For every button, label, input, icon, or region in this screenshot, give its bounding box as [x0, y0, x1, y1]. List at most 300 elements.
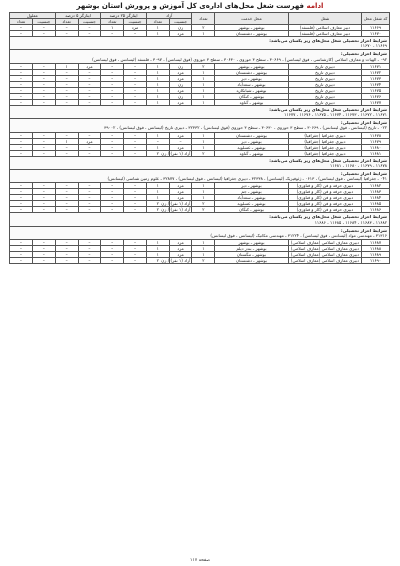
cell-a-g: – — [124, 81, 147, 87]
cell-code: ۱۱۶۹۰ — [362, 258, 390, 264]
cell-d-g: – — [32, 81, 55, 87]
cell-b-n: – — [55, 93, 78, 99]
cell-place: بوشهر ـ گناوه — [215, 150, 288, 156]
condition-row — [10, 170, 390, 183]
cell-code: ۱۱۶۶۹ — [362, 25, 390, 31]
cell-count: ۱ — [192, 69, 215, 75]
cell-job: دبیری تاریخ — [288, 75, 361, 81]
condition-cell — [10, 105, 390, 118]
subheader-gender: جنسیت — [124, 19, 147, 25]
condition-codes: ۱۱۶۷۱ ، ۱۱۶۷۲ ، ۱۱۶۷۳ ، ۱۱۶۷۴ ، ۱۱۶۷۵ ، ۱۱۶۷۶ ، ۱۱۶۷۷ — [284, 112, 387, 118]
header-q25: ایثارگر ۲۵ درصد — [101, 13, 147, 19]
cell-d-g: – — [32, 31, 55, 37]
cell-code: ۱۱۶۸۹ — [362, 252, 390, 258]
cell-a-g: – — [124, 69, 147, 75]
cell-a-g: – — [124, 201, 147, 207]
cell-b-n: – — [55, 189, 78, 195]
cell-b-g: – — [78, 25, 101, 31]
cell-f-g: آزاد (۱ نفر) / زن — [161, 258, 191, 264]
cell-a-g: – — [124, 144, 147, 150]
cell-b-n: – — [55, 25, 78, 31]
cell-job: دبیری تاریخ — [288, 87, 361, 93]
cell-code: ۱۱۶۸۵ — [362, 201, 390, 207]
condition-lead: شرایط احراز تحصیلی: — [340, 120, 387, 126]
subheader-gender: جنسیت — [78, 19, 101, 25]
cell-b-n: – — [55, 31, 78, 37]
cell-f-g: آزاد (۱ نفر) / زن — [161, 207, 191, 213]
cell-place: بوشهر ـ تنگستان — [215, 252, 288, 258]
subheader-num: تعداد — [10, 19, 33, 25]
cell-f-g: مرد — [169, 240, 192, 246]
cell-f-n: ۱ — [146, 69, 169, 75]
cell-b-g: – — [78, 132, 101, 138]
cell-place: بوشهر ـ بوشهر — [215, 63, 288, 69]
cell-b-g: – — [78, 99, 101, 105]
cell-code: ۱۱۶۷۸ — [362, 132, 390, 138]
cell-job: دبیری معارف اسلامی (معارف اسلامی) — [288, 252, 361, 258]
condition-lead: شرایط احراز تحصیلی شغل محل‌های زیر یکسان می‌باشد: — [269, 214, 387, 220]
cell-d-n: – — [10, 63, 33, 69]
cell-d-g: – — [32, 75, 55, 81]
cell-code: ۱۱۶۸۸ — [362, 246, 390, 252]
header-place: محل خدمت — [215, 13, 288, 25]
cell-b-n: – — [55, 87, 78, 93]
cell-b-g: مرد — [78, 63, 101, 69]
cell-count: ۱ — [192, 93, 215, 99]
cell-b-g: – — [78, 81, 101, 87]
condition-lead: شرایط احراز تحصیلی شغل محل‌های زیر یکسان می‌باشد: — [269, 38, 387, 43]
cell-d-g: – — [32, 258, 55, 264]
cell-d-g: – — [32, 240, 55, 246]
cell-b-n: – — [55, 258, 78, 264]
condition-cell — [10, 226, 390, 239]
cell-d-n: – — [10, 150, 33, 156]
cell-place: بوشهر ـ بندر دیلم — [215, 246, 288, 252]
cell-f-g: مرد — [169, 87, 192, 93]
cell-place: بوشهر ـ عسلویه — [215, 201, 288, 207]
cell-d-n: – — [10, 207, 33, 213]
cell-f-g: زن — [169, 63, 192, 69]
cell-code: ۱۱۶۷۶ — [362, 93, 390, 99]
cell-count: ۱ — [192, 246, 215, 252]
cell-a-g: – — [124, 31, 147, 37]
cell-d-n: – — [10, 246, 33, 252]
cell-f-g: آزاد (۱ نفر) / زن — [161, 201, 191, 207]
condition-row — [10, 213, 390, 226]
cell-b-n: – — [55, 207, 78, 213]
cell-d-n: – — [10, 69, 33, 75]
cell-place: بوشهر ـ کنگان — [215, 93, 288, 99]
cell-b-g: مرد — [78, 138, 101, 144]
cell-a-g: – — [124, 150, 147, 156]
cell-b-n: – — [55, 132, 78, 138]
header-free: آزاد — [146, 13, 192, 19]
cell-d-n: – — [10, 99, 33, 105]
cell-d-g: – — [32, 201, 55, 207]
cell-f-n: ۱ — [146, 75, 169, 81]
cell-f-n: ۱ — [146, 93, 169, 99]
cell-code: ۱۱۶۸۴ — [362, 195, 390, 201]
cell-a-g: – — [124, 258, 147, 264]
cell-f-g: زن — [169, 81, 192, 87]
cell-job: دبیری معارف اسلامی (معارف اسلامی) — [288, 258, 361, 264]
cell-f-n: ۱ — [146, 31, 169, 37]
cell-f-g: مرد — [169, 195, 192, 201]
cell-a-g: مرد — [124, 25, 147, 31]
cell-d-g: – — [32, 138, 55, 144]
cell-b-g: – — [78, 144, 101, 150]
table-body — [10, 25, 390, 264]
cell-count: ۱ — [192, 81, 215, 87]
cell-a-g: – — [124, 240, 147, 246]
cell-d-n: – — [10, 258, 33, 264]
cell-f-n: ۱ — [146, 25, 169, 31]
cell-code: ۱۱۶۸۰ — [362, 144, 390, 150]
cell-place: بوشهر ـ گناوه — [215, 99, 288, 105]
header-q5: ایثارگر ۵ درصد — [55, 13, 101, 19]
cell-f-g: مرد — [169, 189, 192, 195]
condition-row — [10, 50, 390, 63]
cell-f-g: زن — [169, 25, 192, 31]
cell-count: ۱ — [192, 75, 215, 81]
condition-cell — [10, 119, 390, 132]
cell-f-g: مرد — [169, 252, 192, 258]
cell-place: بوشهر ـ جم — [215, 189, 288, 195]
cell-b-n: – — [55, 81, 78, 87]
cell-b-g: – — [78, 31, 101, 37]
cell-f-n: – — [146, 138, 169, 144]
cell-job: دبیری جغرافیا (جغرافیا) — [288, 144, 361, 150]
cell-a-n: – — [101, 240, 124, 246]
condition-cell — [10, 37, 390, 50]
title-main: فهرست شغل محل‌های اداره‌ی کل آموزش و پرورش استان بوشهر — [76, 2, 305, 10]
cell-place: بوشهر ـ دیر — [215, 138, 288, 144]
cell-d-n: – — [10, 87, 33, 93]
cell-job: دبیری معارف اسلامی (معارف اسلامی) — [288, 246, 361, 252]
cell-b-n: ۱ — [55, 138, 78, 144]
cell-a-g: – — [124, 132, 147, 138]
cell-code: ۱۱۶۸۲ — [362, 183, 390, 189]
cell-a-g: – — [124, 87, 147, 93]
condition-lead: شرایط احراز تحصیلی: — [340, 227, 387, 233]
condition-row — [10, 226, 390, 239]
cell-job: دبیری معارف اسلامی (معارف اسلامی) — [288, 240, 361, 246]
cell-code: ۱۱۶۸۱ — [362, 150, 390, 156]
cell-code: ۱۱۶۷۲ — [362, 69, 390, 75]
condition-lead: شرایط احراز تحصیلی شغل محل‌های زیر یکسان می‌باشد: — [269, 106, 387, 112]
cell-a-n: – — [101, 63, 124, 69]
cell-f-n: ۲ — [146, 201, 169, 207]
cell-d-g: – — [32, 93, 55, 99]
condition-codes: ۱۱۶۷۸ ، ۱۱۶۷۹ ، ۱۱۶۸۰ ، ۱۱۶۸۱ — [329, 162, 387, 168]
cell-count: ۱ — [192, 138, 215, 144]
cell-a-n: – — [101, 138, 124, 144]
cell-a-n: – — [101, 75, 124, 81]
cell-b-n: – — [55, 240, 78, 246]
cell-a-g: – — [124, 207, 147, 213]
cell-b-n: – — [55, 246, 78, 252]
cell-f-n: ۱ — [146, 183, 169, 189]
cell-count: ۲ — [192, 25, 215, 31]
cell-f-n: ۱ — [146, 195, 169, 201]
cell-a-n: – — [101, 207, 124, 213]
condition-row — [10, 105, 390, 118]
cell-a-n: – — [101, 99, 124, 105]
cell-f-n: ۱ — [146, 189, 169, 195]
cell-a-n: – — [101, 93, 124, 99]
cell-d-g: – — [32, 195, 55, 201]
cell-place: بوشهر ـ دشتستان — [215, 69, 288, 75]
cell-f-n: ۱ — [146, 132, 169, 138]
condition-row — [10, 37, 390, 50]
cell-a-g: – — [124, 93, 147, 99]
cell-b-g: – — [78, 201, 101, 207]
cell-place: بوشهر ـ سعدآباد — [215, 81, 288, 87]
cell-code: ۱۱۶۸۶ — [362, 207, 390, 213]
subheader-gender: جنسیت — [32, 19, 55, 25]
cell-d-n: – — [10, 25, 33, 31]
cell-f-n: ۲ — [146, 207, 169, 213]
cell-f-g: مرد — [169, 31, 192, 37]
condition-lead: شرایط احراز تحصیلی: — [340, 171, 387, 177]
cell-a-n: ۱ — [101, 25, 124, 31]
cell-d-g: – — [32, 63, 55, 69]
cell-code: ۱۱۶۷۵ — [362, 87, 390, 93]
cell-f-g: مرد — [169, 246, 192, 252]
cell-f-n: ۲ — [146, 150, 169, 156]
cell-a-g: – — [124, 189, 147, 195]
condition-codes: ۱۱۶۸۲ ، ۱۱۶۸۳ ، ۱۱۶۸۴ ، ۱۱۶۸۵ ، ۱۱۶۸۶ — [314, 219, 387, 225]
cell-d-n: – — [10, 183, 33, 189]
cell-f-n: ۲ — [146, 258, 169, 264]
cell-a-n: – — [101, 252, 124, 258]
cell-job: دبیری جغرافیا (جغرافیا) — [288, 150, 361, 156]
cell-a-n: – — [101, 87, 124, 93]
cell-count: ۱ — [192, 144, 215, 150]
cell-place: بوشهر ـ دیر — [215, 183, 288, 189]
cell-job: دبیری جغرافیا (جغرافیا) — [288, 132, 361, 138]
cell-a-g: – — [124, 246, 147, 252]
condition-cell — [10, 50, 390, 63]
cell-f-n: ۱ — [146, 252, 169, 258]
cell-b-g: – — [78, 240, 101, 246]
cell-d-n: – — [10, 81, 33, 87]
cell-f-n: ۱ — [146, 87, 169, 93]
cell-job: دبیری حرفه و فن (کار و فناوری) — [288, 189, 361, 195]
condition-lead: شرایط احراز تحصیلی شغل محل‌های زیر یکسان می‌باشد: — [269, 157, 387, 163]
cell-a-n: – — [101, 189, 124, 195]
cell-f-g: آزاد (۱ نفر) / زن — [161, 150, 191, 156]
cell-b-g: – — [78, 69, 101, 75]
cell-place: بوشهر ـ بوشهر — [215, 25, 288, 31]
header-code: کد شغل محل — [362, 13, 390, 25]
cell-job: دبیری تاریخ — [288, 81, 361, 87]
cell-f-g: مرد — [169, 69, 192, 75]
cell-code: ۱۱۶۷۴ — [362, 81, 390, 87]
cell-b-n: – — [55, 201, 78, 207]
cell-job: دبیری تاریخ — [288, 69, 361, 75]
condition-row — [10, 156, 390, 169]
cell-b-g: – — [78, 87, 101, 93]
cell-d-g: – — [32, 69, 55, 75]
cell-job: دبیری تاریخ — [288, 63, 361, 69]
cell-d-n: – — [10, 195, 33, 201]
cell-job: دبیری حرفه و فن (کار و فناوری) — [288, 207, 361, 213]
cell-a-n: – — [101, 132, 124, 138]
cell-count: ۱ — [192, 183, 215, 189]
header-job: شغل — [288, 13, 361, 25]
cell-a-n: – — [101, 69, 124, 75]
cell-b-n: – — [55, 69, 78, 75]
cell-a-n: – — [101, 81, 124, 87]
cell-d-n: – — [10, 132, 33, 138]
cell-job: دبیر معارف اسلامی (فلسفه) — [288, 31, 361, 37]
cell-code: ۱۱۶۷۳ — [362, 75, 390, 81]
condition-text: ۰۲۲ ـ تاریخ (لیسانس ، فوق لیسانس) ، ۳۰۶۶۹ ـ سطح ۳ حوزوی ، ۳۰۶۳۰ ـ سطح ۳ حوزوی (فوق لیسانس) ، ۳۲۳۳۲ ـ دبیری تاریخ (لیسانس ، فوق لیسانس) ، ۳۹۰۰۲ — [104, 125, 387, 131]
cell-a-n: – — [101, 31, 124, 37]
table-row — [10, 258, 390, 264]
cell-d-n: – — [10, 75, 33, 81]
cell-b-g: – — [78, 258, 101, 264]
cell-code: ۱۱۶۷۹ — [362, 138, 390, 144]
cell-d-n: – — [10, 189, 33, 195]
cell-place: بوشهر ـ شبانکاره — [215, 87, 288, 93]
cell-d-g: – — [32, 99, 55, 105]
condition-cell — [10, 213, 390, 226]
cell-d-n: – — [10, 93, 33, 99]
cell-code: ۱۱۶۷۱ — [362, 63, 390, 69]
cell-b-g: – — [78, 189, 101, 195]
cell-d-g: – — [32, 132, 55, 138]
cell-f-g: مرد — [169, 183, 192, 189]
cell-d-g: – — [32, 25, 55, 31]
condition-codes: ۱۱۶۶۹ ، ۱۱۶۷۰ — [360, 43, 387, 49]
cell-f-n: ۱ — [146, 144, 169, 150]
cell-place: بوشهر ـ سعدآباد — [215, 195, 288, 201]
cell-a-g: – — [124, 183, 147, 189]
cell-f-n: ۱ — [146, 81, 169, 87]
cell-b-g: – — [78, 207, 101, 213]
cell-d-n: – — [10, 144, 33, 150]
cell-a-g: – — [124, 99, 147, 105]
cell-f-n: ۱ — [146, 240, 169, 246]
cell-place: بوشهر ـ دشتستان — [215, 31, 288, 37]
condition-row — [10, 119, 390, 132]
cell-f-g: زن — [169, 93, 192, 99]
condition-text: ۳۱۳۱۶ ـ مهندسی مواد (لیسانس ، فوق لیسانس) ، ۳۱۲۲۴ ـ مهندسی مکانیک (لیسانس ، فوق لیسانس) — [210, 233, 387, 239]
cell-d-n: – — [10, 31, 33, 37]
cell-count: ۱ — [192, 87, 215, 93]
cell-a-n: – — [101, 150, 124, 156]
cell-code: ۱۱۶۸۷ — [362, 240, 390, 246]
cell-job: دبیری تاریخ — [288, 93, 361, 99]
cell-a-n: – — [101, 246, 124, 252]
page-title — [0, 2, 400, 11]
cell-b-g: – — [78, 195, 101, 201]
cell-b-g: – — [78, 93, 101, 99]
title-accent: ادامه — [306, 2, 324, 10]
cell-f-g: مرد — [169, 75, 192, 81]
condition-text: ۰۴۱ ـ جغرافیا (لیسانس ، فوق لیسانس) ، ۰۶۱۳ ـ ژئوفیزیک (لیسانس) ، ۳۲۳۳۸ ـ دبیری جغرافیا (لیسانس ، فوق لیسانس) ، ۳۲۸۷۷ ـ علوم زمین شناسی (لیسانس) — [107, 176, 387, 182]
condition-text: ۰۹۲ ـ الهیات و معارف اسلامی (کارشناسی ، فوق لیسانس) ، ۳۰۶۶۹ ـ سطح ۳ حوزوی ، ۳۰۶۳۰ ـ سطح ۳ حوزوی (فوق لیسانس) ، ۳۰۹۷ ـ فلسفه (لیسانس ، فوق لیسانس) — [92, 56, 387, 62]
header-count: تعداد — [192, 13, 215, 25]
cell-count: ۱ — [192, 99, 215, 105]
subheader-num: تعداد — [101, 19, 124, 25]
cell-place: بوشهر ـ دیر — [215, 75, 288, 81]
cell-job: دبیری جغرافیا (جغرافیا) — [288, 138, 361, 144]
cell-d-n: – — [10, 138, 33, 144]
cell-count: ۱ — [192, 132, 215, 138]
cell-b-n: ۱ — [55, 63, 78, 69]
cell-job: دبیری حرفه و فن (کار و فناوری) — [288, 195, 361, 201]
cell-b-g: – — [78, 183, 101, 189]
cell-code: ۱۱۶۷۷ — [362, 99, 390, 105]
cell-d-g: – — [32, 150, 55, 156]
cell-a-g: – — [124, 252, 147, 258]
cell-count: ۲ — [192, 63, 215, 69]
cell-count: ۲ — [192, 201, 215, 207]
subheader-num: تعداد — [55, 19, 78, 25]
job-table — [9, 12, 390, 264]
cell-b-n: – — [55, 150, 78, 156]
cell-count: ۱ — [192, 252, 215, 258]
condition-lead: شرایط احراز تحصیلی: — [340, 51, 387, 57]
condition-cell — [10, 170, 390, 183]
cell-d-g: – — [32, 87, 55, 93]
cell-code: ۱۱۶۷۰ — [362, 31, 390, 37]
cell-count: ۲ — [192, 150, 215, 156]
cell-place: بوشهر ـ کنگان — [215, 207, 288, 213]
cell-f-g: مرد — [169, 144, 192, 150]
cell-d-g: – — [32, 252, 55, 258]
cell-a-g: – — [124, 75, 147, 81]
cell-b-g: – — [78, 75, 101, 81]
cell-a-n: – — [101, 201, 124, 207]
cell-count: ۱ — [192, 195, 215, 201]
cell-place: بوشهر ـ دشتستان — [215, 132, 288, 138]
cell-d-g: – — [32, 144, 55, 150]
cell-count: ۱ — [192, 189, 215, 195]
cell-place: بوشهر ـ عسلویه — [215, 144, 288, 150]
cell-a-n: – — [101, 258, 124, 264]
cell-job: دبیری تاریخ — [288, 99, 361, 105]
cell-f-g: – — [169, 138, 192, 144]
cell-place: بوشهر ـ بوشهر — [215, 240, 288, 246]
cell-b-n: – — [55, 183, 78, 189]
cell-a-n: – — [101, 144, 124, 150]
cell-b-n: – — [55, 195, 78, 201]
cell-count: ۱ — [192, 31, 215, 37]
cell-a-g: – — [124, 195, 147, 201]
cell-d-g: – — [32, 183, 55, 189]
cell-job: دبیر معارف اسلامی (فلسفه) — [288, 25, 361, 31]
cell-d-g: – — [32, 207, 55, 213]
cell-f-n: ۱ — [146, 63, 169, 69]
cell-b-g: – — [78, 150, 101, 156]
cell-b-n: – — [55, 144, 78, 150]
cell-a-g: – — [124, 138, 147, 144]
cell-d-g: – — [32, 246, 55, 252]
cell-b-n: – — [55, 252, 78, 258]
condition-cell — [10, 156, 390, 169]
cell-b-g: – — [78, 252, 101, 258]
subheader-gender: جنسیت — [169, 19, 192, 25]
cell-count: ۲ — [192, 207, 215, 213]
cell-f-g: مرد — [169, 132, 192, 138]
cell-d-g: – — [32, 189, 55, 195]
cell-count: ۲ — [192, 258, 215, 264]
cell-d-n: – — [10, 201, 33, 207]
